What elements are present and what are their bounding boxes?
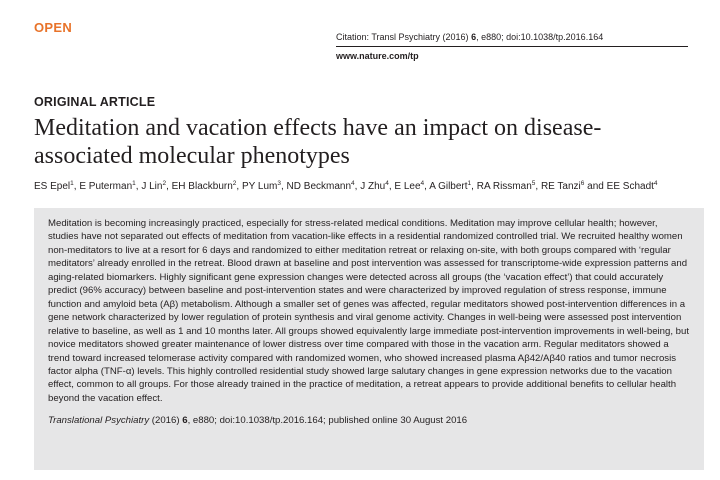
author-affiliation: 4 (385, 180, 389, 187)
author-affiliation: 1 (70, 180, 74, 187)
reference-year: (2016) (149, 415, 183, 427)
author-name: ND Beckmann (286, 181, 352, 192)
author-affiliation: 1 (467, 180, 472, 187)
author-name: E Puterman (79, 181, 133, 192)
author-name: EH Blackburn (171, 181, 233, 192)
author-name: ES Epel (34, 181, 71, 192)
author-name: A Gilbert (429, 181, 468, 192)
reference-journal: Translational Psychiatry (48, 415, 150, 427)
header-rule (336, 46, 688, 47)
reference-rest: , e880; doi:10.1038/tp.2016.164; published online 30 August 2016 (187, 415, 468, 427)
author-name: J Zhu (360, 181, 386, 192)
author-affiliation: 4 (653, 180, 658, 187)
author-affiliation: 4 (420, 180, 425, 187)
author-name: J Lin (141, 181, 163, 192)
author-affiliation: 4 (351, 180, 355, 187)
author-affiliation: 5 (531, 180, 536, 187)
author-name: E Lee (394, 181, 421, 192)
citation-line (336, 32, 603, 42)
abstract-text: Meditation is becoming increasingly practiced, especially for stress-related medical conditions. Meditation may improve cellular health; however, studies have not separated out effects of meditation from vacation-like effects in a residential randomized controlled trial. We recruited healthy women non-meditators to live at a resort for 6 days and randomized to either meditation retreat or relaxing on-site, with both groups compared with ‘regular meditators’ already enrolled in the retreat. Blood drawn at baseline and post intervention was assessed for transcriptome-wide expression patterns and aging-related biomarkers. Highly significant gene expression changes were detected across all groups (the ‘vacation effect’) that could accurately predict (96% accuracy) between baseline and post-intervention states and were characterized by improved regulation of stress response, immune function and amyloid beta (Aβ) metabolism. Although a smaller set of genes was affected, regular meditators showed post-intervention differences in a gene network characterized by lower regulation of protein synthesis and viral genome activity. Changes in well-being were assessed post intervention relative to baseline, as well as 1 and 10 months later. All groups showed equivalently large immediate post-intervention improvements in well-being, but novice meditators showed greater maintenance of lower distress over time compared with those in the vacation arm. Regular meditators showed a trend toward increased telomerase activity compared with randomized women, who showed increased plasma Aβ42/Aβ40 ratios and tumor necrosis factor alpha (TNF-α) levels. This highly controlled residential study showed large salutary changes in gene expression networks due to the vacation effect, common to all groups. For those already trained in the practice of meditation, a retreat appears to provide additional benefits to cellular health beyond the vacation effect. (48, 218, 689, 404)
reference-volume: 6 (182, 415, 188, 427)
author-affiliation: 2 (162, 180, 167, 187)
author-list: ES Epel$^1$, E Puterman$^1$, J Lin$^2$, EH Blackburn$^2$, PY Lum$^3$, ND Beckmann$^4$, J Zhu$^4$, E Lee$^4$, A Gilbert$^1$, RA Rissman$^5$, RE Tanzi$^6$ and EE Schadt$^4$ (34, 180, 658, 192)
author-name: EE Schadt (606, 181, 654, 192)
citation-prefix: Citation: Transl Psychiatry (2016) (336, 32, 469, 42)
author-affiliation: 6 (580, 180, 585, 187)
article-title: Meditation and vacation effects have an impact on disease-associated molecular phenotypes (34, 115, 602, 169)
author-affiliation: 1 (132, 180, 136, 187)
author-affiliation: 2 (232, 180, 237, 187)
citation-volume: 6 (471, 32, 477, 42)
author-affiliation: 3 (277, 180, 281, 187)
author-name: RA Rissman (476, 181, 532, 192)
abstract-reference (48, 415, 690, 426)
author-name: RE Tanzi (540, 181, 581, 192)
citation-suffix: , e880; doi:10.1038/tp.2016.164 (476, 32, 604, 42)
author-name: PY Lum (241, 181, 278, 192)
abstract-box (34, 208, 704, 470)
journal-url-link[interactable]: www.nature.com/tp (336, 51, 419, 61)
section-label: ORIGINAL ARTICLE (34, 95, 156, 109)
open-access-badge: OPEN (34, 20, 73, 35)
